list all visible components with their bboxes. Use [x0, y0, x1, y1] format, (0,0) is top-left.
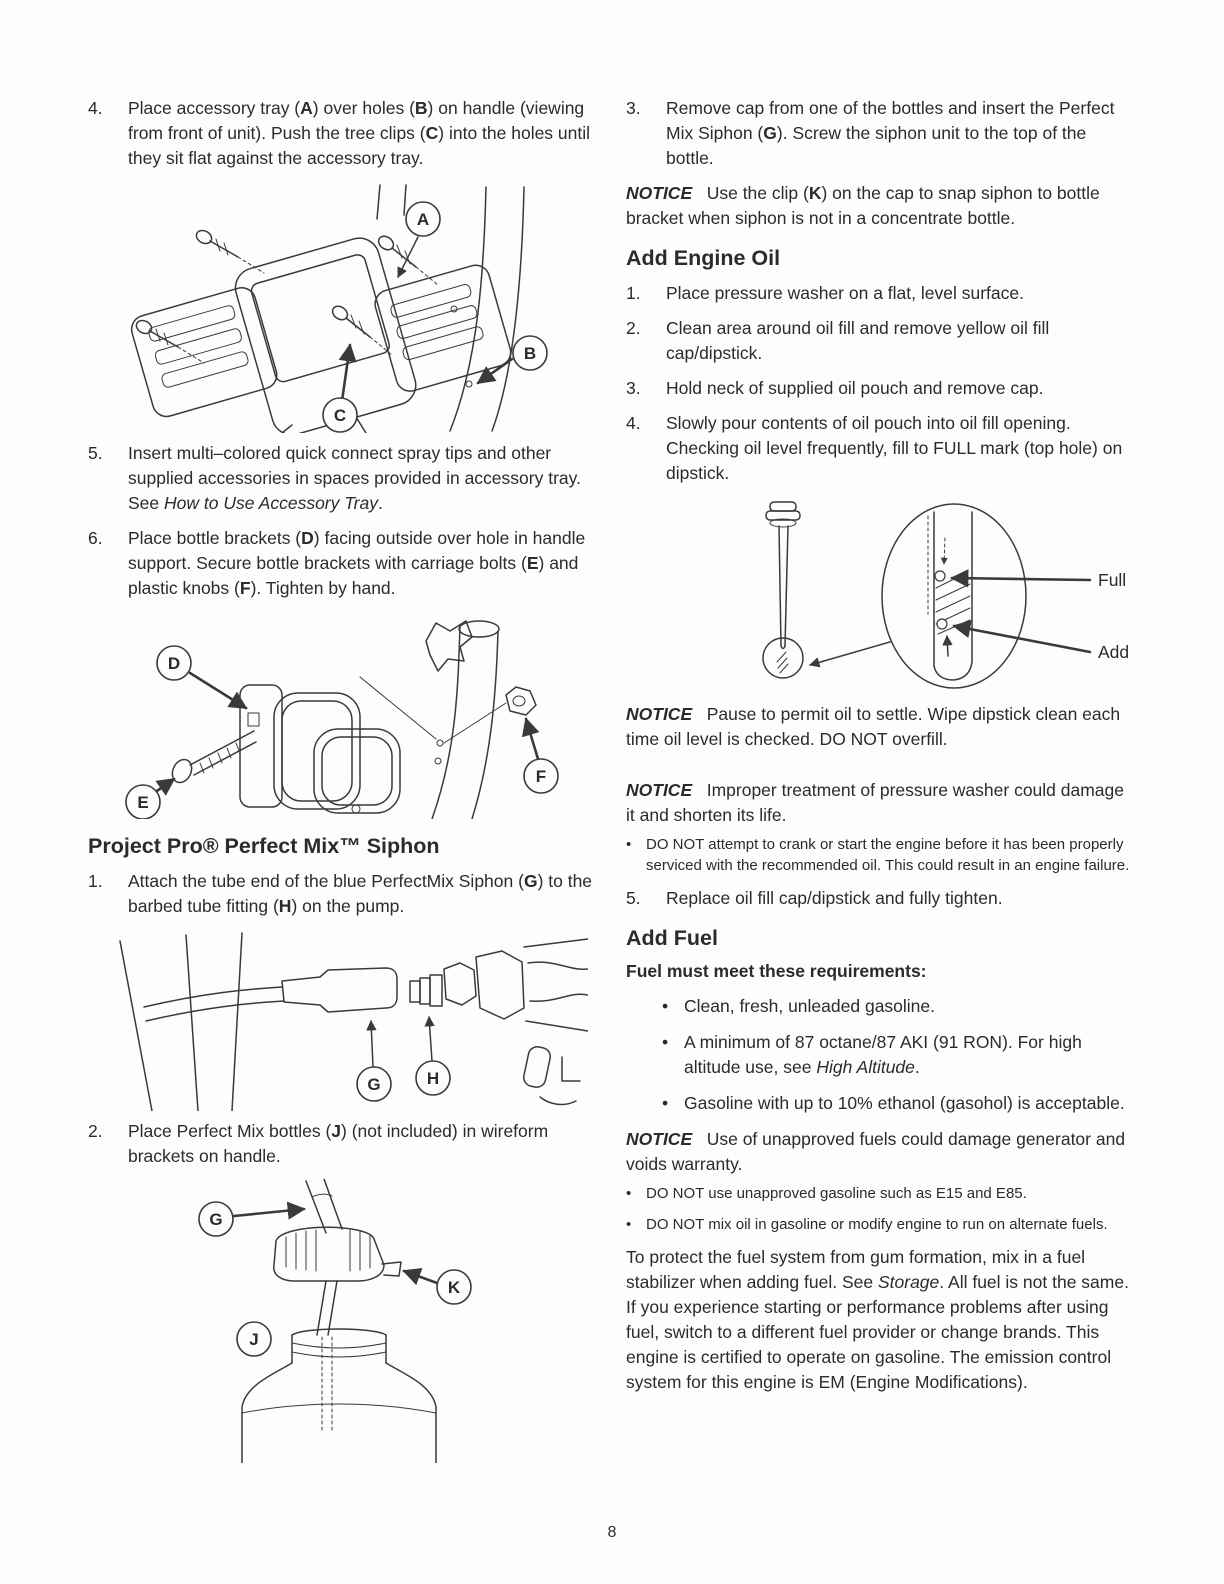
add-engine-oil-heading: Add Engine Oil — [626, 246, 781, 270]
list-text: Clean area around oil fill and remove yellow oil fill cap/dipstick. — [666, 318, 1050, 363]
fuel-warn-bullet-2 — [626, 1214, 1136, 1235]
svg-text:D: D — [167, 654, 181, 673]
oil-list-item-3 — [626, 376, 1136, 401]
list-item-4 — [88, 96, 598, 171]
list-text: Remove cap from one of the bottles and insert the Perfect Mix Siphon (G). Screw the siphon unit to the top of the bottle. — [666, 98, 1115, 168]
fuel-requirements-subhead: Fuel must meet these requirements: — [626, 961, 927, 981]
svg-text:A: A — [416, 210, 430, 229]
siphon-section-heading: Project Pro® Perfect Mix™ Siphon — [88, 834, 440, 858]
list-number: 5. — [88, 443, 103, 463]
list-text: Place Perfect Mix bottles (J) (not included) in wireform brackets on handle. — [128, 1121, 549, 1166]
list-text: Place pressure washer on a flat, level surface. — [666, 283, 1024, 303]
bullet-text: A minimum of 87 octane/87 AKI (91 RON). For high altitude use, see High Altitude. — [684, 1032, 1082, 1077]
bullet-text: DO NOT mix oil in gasoline or modify engine to run on alternate fuels. — [646, 1216, 1108, 1233]
notice-settle: NOTICE Pause to permit oil to settle. Wipe dipstick clean each time oil level is checked. DO NOT overfill. — [626, 704, 1121, 749]
bullet-text: DO NOT attempt to crank or start the engine before it has been properly serviced with the recommended oil. This could result in an engine failure. — [646, 836, 1130, 874]
svg-text:E: E — [137, 793, 149, 812]
list-number: 1. — [88, 871, 103, 891]
list-text: Replace oil fill cap/dipstick and fully tighten. — [666, 888, 1003, 908]
list-text: Attach the tube end of the blue PerfectMix Siphon (G) to the barbed tube fitting (H) on the pump. — [128, 871, 593, 916]
left-column — [88, 96, 598, 1471]
bullet-icon: • — [662, 1032, 669, 1052]
siphon-bottle-drawing — [154, 1179, 554, 1463]
list-number: 2. — [626, 318, 641, 338]
plastic-knob-icon — [506, 687, 536, 715]
bullet-icon: • — [626, 1185, 632, 1202]
oil-list-item-2 — [626, 316, 1136, 366]
list-text: Hold neck of supplied oil pouch and remove cap. — [666, 378, 1044, 398]
callout-K — [404, 1270, 471, 1304]
full-mark-label — [952, 570, 1126, 590]
list-item-6 — [88, 526, 598, 601]
svg-text:G: G — [209, 1210, 223, 1229]
siphon-pump-drawing — [88, 929, 588, 1111]
svg-text:G: G — [367, 1075, 381, 1094]
svg-text:F: F — [535, 767, 547, 786]
siphon-list-item-2 — [88, 1119, 598, 1169]
list-number: 4. — [88, 98, 103, 118]
siphon-cap-icon — [274, 1227, 401, 1281]
right-column — [626, 96, 1136, 1471]
list-number: 1. — [626, 283, 641, 303]
bullet-icon: • — [662, 996, 669, 1016]
fuel-bullet-2 — [626, 1030, 1136, 1080]
callout-F — [524, 719, 558, 793]
bullet-text: Gasoline with up to 10% ethanol (gasohol) is acceptable. — [684, 1093, 1125, 1113]
list-number: 3. — [626, 378, 641, 398]
list-text: Slowly pour contents of oil pouch into oil fill opening. Checking oil level frequently, fill to FULL mark (top hole) on dipstick. — [666, 413, 1123, 483]
svg-text:H: H — [426, 1069, 440, 1088]
fuel-bullet-1 — [626, 994, 1136, 1019]
bottle-icon — [242, 1329, 436, 1463]
dipstick-magnified-icon — [928, 512, 972, 680]
list-number: 4. — [626, 413, 641, 433]
add-mark-label — [954, 626, 1129, 662]
dipstick-drawing — [682, 496, 1132, 694]
barbed-fitting-icon — [410, 975, 442, 1006]
siphon-list-item-1 — [88, 869, 598, 919]
oil-list-item-5 — [626, 886, 1136, 911]
callout-J — [237, 1322, 271, 1356]
figure-accessory-tray — [88, 181, 598, 433]
bullet-icon: • — [626, 836, 632, 853]
oil-list-item-1 — [626, 281, 1136, 306]
dipstick-icon — [763, 502, 803, 678]
callout-D — [157, 646, 246, 708]
callout-E — [126, 779, 174, 819]
tree-clip-icon — [194, 228, 264, 273]
add-fuel-heading: Add Fuel — [626, 926, 718, 950]
notice-fuels: NOTICE Use of unapproved fuels could damage generator and voids warranty. — [626, 1129, 1126, 1174]
treatment-bullet-1 — [626, 834, 1136, 876]
carriage-bolt-icon — [169, 731, 256, 786]
notice-treatment: NOTICE Improper treatment of pressure washer could damage it and shorten its life. — [626, 780, 1125, 825]
list-text: Insert multi–colored quick connect spray tips and other supplied accessories in spaces provided in accessory tray. See How to Use Accessory Tray. — [128, 443, 581, 513]
figure-dipstick — [682, 496, 1136, 694]
svg-text:B: B — [523, 344, 537, 363]
fuel-bullet-3 — [626, 1091, 1136, 1116]
fuel-warn-bullet-1 — [626, 1183, 1136, 1204]
figure-siphon-pump — [88, 929, 598, 1111]
list-number: 2. — [88, 1121, 103, 1141]
callout-H — [416, 1017, 450, 1095]
bottle-bracket-drawing — [88, 611, 574, 819]
list-number: 5. — [626, 888, 641, 908]
svg-text:Full: Full — [1098, 570, 1127, 590]
list-item-3 — [626, 96, 1136, 171]
list-number: 3. — [626, 98, 641, 118]
callout-C — [323, 345, 357, 432]
callout-G — [199, 1202, 304, 1236]
tree-clip-icon — [330, 303, 392, 355]
bullet-text: Clean, fresh, unleaded gasoline. — [684, 996, 936, 1016]
bullet-text: DO NOT use unapproved gasoline such as E15 and E85. — [646, 1185, 1027, 1202]
svg-text:Add: Add — [1098, 642, 1130, 662]
two-column-layout — [88, 96, 1136, 1471]
svg-text:J: J — [249, 1330, 259, 1349]
svg-text:C: C — [333, 406, 347, 425]
bullet-icon: • — [626, 1216, 632, 1233]
list-text: Place bottle brackets (D) facing outside over hole in handle support. Secure bottle brackets with carriage bolts (E) and plastic knobs (F). Tighten by hand. — [128, 528, 586, 598]
oil-list-item-4 — [626, 411, 1136, 486]
bullet-icon: • — [662, 1093, 669, 1113]
callout-G — [357, 1021, 391, 1101]
figure-siphon-bottle — [154, 1179, 598, 1463]
list-item-5 — [88, 441, 598, 516]
list-number: 6. — [88, 528, 103, 548]
star-knob-icon — [426, 621, 472, 671]
figure-bottle-bracket — [88, 611, 598, 819]
list-text: Place accessory tray (A) over holes (B) on handle (viewing from front of unit). Push the tree clips (C) into the holes until they sit flat against the accessory tray. — [128, 98, 591, 168]
notice-clip: NOTICE Use the clip (K) on the cap to snap siphon to bottle bracket when siphon is not in a concentrate bottle. — [626, 183, 1100, 228]
page-number: 8 — [607, 1524, 617, 1541]
svg-text:K: K — [447, 1278, 461, 1297]
accessory-tray-drawing — [88, 181, 574, 433]
fuel-closing-paragraph: To protect the fuel system from gum formation, mix in a fuel stabilizer when adding fuel. See Storage. All fuel is not the same. If you experience starting or performance problems after using fuel, switch to a different fuel provider or change brands. This engine is certified to operate on gasoline. The emission control system for this engine is EM (Engine Modifications). — [626, 1247, 1129, 1392]
